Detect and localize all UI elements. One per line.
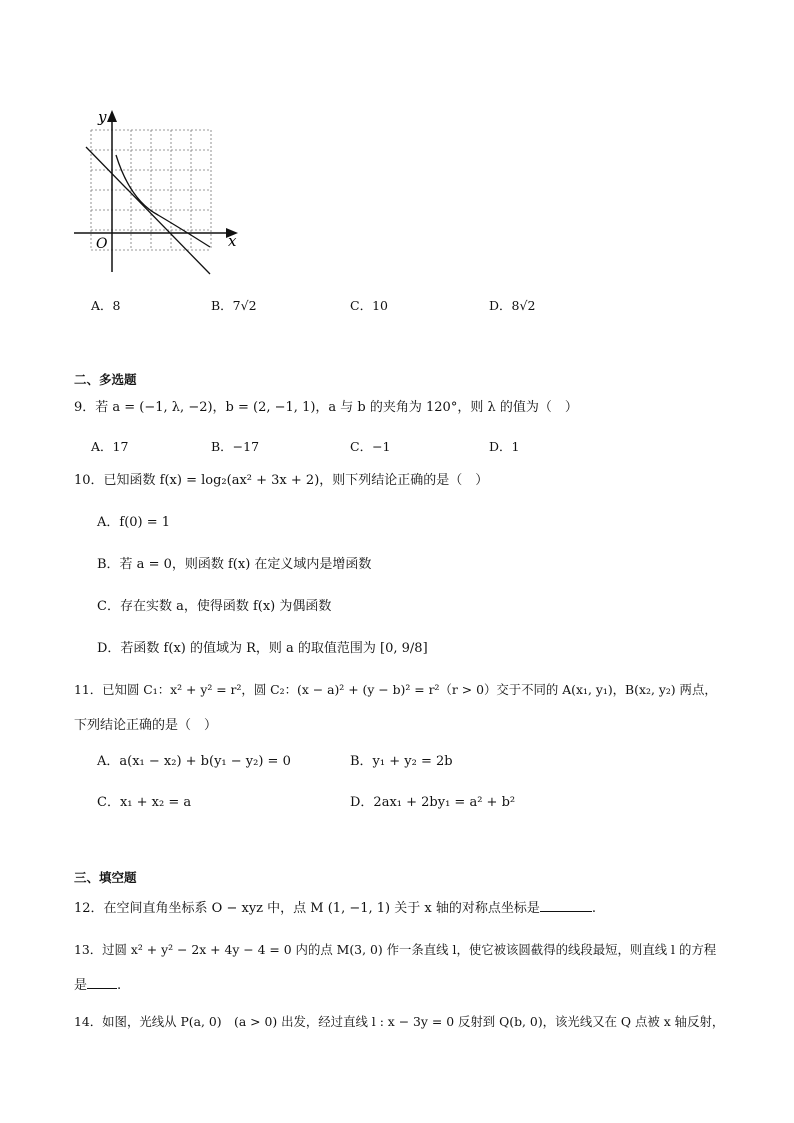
q14-stem: 14．如图，光线从 P(a, 0) (a > 0) 出发，经过直线 l : x − 3y = 0 反射到 Q(b, 0)，该光线又在 Q 点被 x 轴反射， xyxy=(74,1014,725,1029)
q11-stem-line2: 下列结论正确的是（ ） xyxy=(74,718,218,733)
q13-text-line2: 是 xyxy=(74,978,88,993)
q11-option-a: A．a(x₁ − x₂) + b(y₁ − y₂) = 0 xyxy=(97,754,291,769)
q12-end: . xyxy=(591,901,596,916)
q8-option-d: D．8√2 xyxy=(489,298,536,313)
q9-option-a: A．17 xyxy=(91,439,129,454)
q9-option-b: B．−17 xyxy=(211,439,260,454)
q10-option-b: B．若 a = 0，则函数 f(x) 在定义域内是增函数 xyxy=(97,557,372,572)
coordinate-figure xyxy=(70,100,250,280)
dashed-grid xyxy=(91,130,211,250)
axis-x-label: x xyxy=(228,232,237,250)
q10-option-a: A．f(0) = 1 xyxy=(97,515,171,530)
q11-option-b: B．y₁ + y₂ = 2b xyxy=(350,754,453,769)
q13-stem-line1: 13．过圆 x² + y² − 2x + 4y − 4 = 0 内的点 M(3, 0) 作一条直线 l，使它被该圆截得的线段最短，则直线 l 的方程 xyxy=(74,942,717,957)
origin-label: O xyxy=(96,236,108,252)
q9-stem: 9．若 a = (−1, λ, −2)，b = (2, −1, 1)，a 与 b 的夹角为 120°，则 λ 的值为（ ） xyxy=(74,400,578,415)
q13-answer-blank[interactable] xyxy=(87,976,117,989)
q13-stem-line2 xyxy=(74,976,121,995)
q8-option-c: C．10 xyxy=(350,298,388,313)
q11-option-c: C．x₁ + x₂ = a xyxy=(97,795,192,810)
q12-answer-blank[interactable] xyxy=(540,899,592,912)
q11-stem-line1: 11．已知圆 C₁：x² + y² = r²，圆 C₂：(x − a)² + (y − b)² = r²（r > 0）交于不同的 A(x₁, y₁)，B(x₂, y₂) 两点， xyxy=(74,682,717,697)
q13-end: . xyxy=(117,978,122,993)
q9-option-c: C．−1 xyxy=(350,439,391,454)
q8-option-b: B．7√2 xyxy=(211,298,257,313)
y-axis-arrow xyxy=(107,110,117,122)
q11-option-d: D．2ax₁ + 2by₁ = a² + b² xyxy=(350,795,516,810)
q12-text: 12．在空间直角坐标系 O − xyz 中，点 M (1, −1, 1) 关于 x 轴的对称点坐标是 xyxy=(74,901,540,916)
q12-stem xyxy=(74,899,596,918)
q10-option-c: C．存在实数 a，使得函数 f(x) 为偶函数 xyxy=(97,599,332,614)
q8-option-a: A．8 xyxy=(91,298,121,313)
section-fill-blank-title: 三、填空题 xyxy=(74,870,137,885)
q9-option-d: D．1 xyxy=(489,439,520,454)
section-multiple-choice-title: 二、多选题 xyxy=(74,372,137,387)
q10-stem: 10．已知函数 f(x) = log₂(ax² + 3x + 2)，则下列结论正确的是（ ） xyxy=(74,473,489,488)
axis-y-label: y xyxy=(98,108,107,126)
q10-option-d: D．若函数 f(x) 的值域为 R，则 a 的取值范围为 [0, 9/8] xyxy=(97,641,428,656)
